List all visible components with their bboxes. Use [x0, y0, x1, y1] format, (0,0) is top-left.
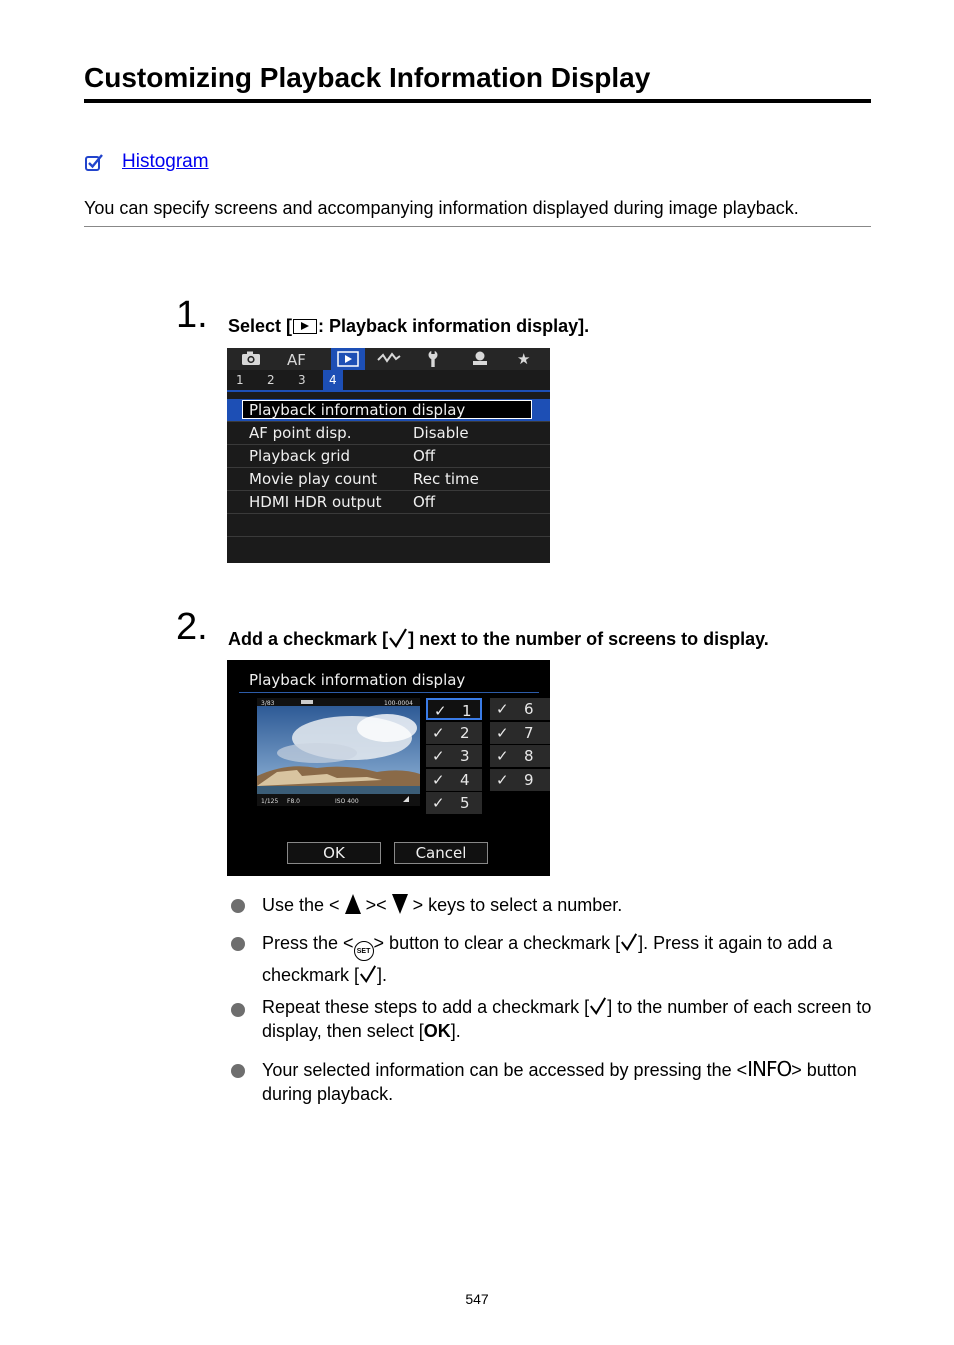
subtab-3[interactable]: 3 [298, 373, 306, 387]
bullet-text-part: ] to the number of each screen to display, then select [ [262, 997, 872, 1041]
page-title: Customizing Playback Information Display [84, 62, 651, 93]
step-2-text-prefix: Add a checkmark [ [228, 629, 389, 649]
checkmark-icon [388, 628, 408, 648]
step-1-instruction [228, 316, 589, 337]
custom-functions-icon[interactable] [471, 350, 489, 371]
bullet-text-part: > keys to select a number. [412, 895, 623, 915]
camera-icon[interactable] [241, 350, 261, 370]
bullet-marker [231, 937, 245, 951]
screen-number: 1 [462, 702, 472, 720]
up-arrow-icon [345, 894, 361, 914]
checkmark-icon [589, 996, 607, 1016]
menu-item-label: AF point disp. [249, 424, 352, 442]
af-tab[interactable]: AF [287, 351, 306, 369]
menu-empty-row [227, 514, 550, 537]
checkmark-icon: ✓ [432, 747, 445, 765]
title-underline [84, 99, 871, 103]
screen-number: 6 [524, 700, 534, 718]
step-2-instruction [228, 628, 769, 650]
wireless-icon[interactable] [377, 350, 401, 370]
playback-info-screen [227, 660, 550, 876]
bullet-marker [231, 899, 245, 913]
screen-number: 7 [524, 724, 534, 742]
thumb-folder: 100-0004 [384, 700, 413, 707]
bullet-text-part: ]. Press it again to add a checkmark [ [262, 933, 833, 985]
menu-item-playback-grid[interactable] [227, 445, 550, 468]
preview-thumbnail [257, 698, 420, 806]
checkmark-icon: ✓ [496, 724, 509, 742]
bullet-3-text [262, 995, 872, 1043]
step-1-number: 1. [176, 294, 208, 336]
cancel-button[interactable]: Cancel [394, 842, 488, 864]
thumb-shutter: 1/125 [261, 798, 279, 805]
menu-item-value: Off [413, 447, 436, 465]
checkbox-link-icon [84, 153, 104, 173]
screen-check-6[interactable] [490, 698, 550, 720]
checkmark-icon: ✓ [496, 700, 509, 718]
intro-text: You can specify screens and accompanying information displayed during image playback. [84, 198, 799, 218]
menu-item-hdmi-hdr-output[interactable] [227, 491, 550, 514]
screen-check-5[interactable] [426, 792, 482, 814]
thumb-iso: ISO 400 [335, 798, 359, 805]
bullet-text-part: Press the < [262, 933, 354, 953]
playback-tab[interactable] [331, 348, 365, 370]
screen-number: 9 [524, 771, 534, 789]
menu-item-value: Off [413, 493, 436, 511]
battery-icon [301, 700, 313, 704]
checkmark-icon: ✓ [496, 771, 509, 789]
bullet-text-part: Your selected information can be accessed by pressing the < [262, 1060, 748, 1080]
bullet-text-part: > button to clear a checkmark [ [373, 933, 621, 953]
set-button-icon: SET [354, 941, 374, 961]
histogram-link[interactable]: Histogram [122, 151, 209, 172]
bullet-text-part: Repeat these steps to add a checkmark [ [262, 997, 590, 1017]
screen-number: 3 [460, 747, 470, 765]
bullet-marker [231, 1064, 245, 1078]
step-2-number: 2. [176, 606, 208, 648]
step-1-text-prefix: Select [ [228, 316, 293, 336]
menu-item-movie-play-count[interactable] [227, 468, 550, 491]
screen-number: 4 [460, 771, 470, 789]
menu-empty-row [227, 537, 550, 559]
info-button-icon: INFO [747, 1057, 792, 1081]
ok-button[interactable]: OK [287, 842, 381, 864]
menu-item-label: HDMI HDR output [249, 493, 382, 511]
bullet-2-text [262, 929, 872, 990]
screen-check-7[interactable] [490, 722, 550, 744]
title-rule [239, 692, 539, 693]
screen-check-9[interactable] [490, 769, 550, 791]
screen-number: 5 [460, 794, 470, 812]
thumb-aperture: F8.0 [287, 798, 300, 805]
menu-item-label: Playback information display [249, 401, 466, 419]
checkmark-icon: ✓ [434, 702, 447, 720]
screen-title: Playback information display [249, 671, 466, 689]
screen-check-2[interactable] [426, 722, 482, 744]
bullet-text-part: > button during playback. [262, 1060, 857, 1104]
menu-item-value: Disable [413, 424, 469, 442]
checkmark-icon: ✓ [432, 724, 445, 742]
subtab-2[interactable]: 2 [267, 373, 275, 387]
screen-check-8[interactable] [490, 745, 550, 767]
subtab-4[interactable]: 4 [323, 370, 343, 390]
checkmark-icon: ✓ [496, 747, 509, 765]
screen-check-3[interactable] [426, 745, 482, 767]
ok-reference: OK [423, 1021, 451, 1041]
section-divider [84, 226, 871, 227]
screen-check-1[interactable] [426, 698, 482, 720]
bullet-text-part: Use the < [262, 895, 340, 915]
menu-item-value: Rec time [413, 470, 479, 488]
menu-tab-bar [227, 348, 550, 370]
screen-check-4[interactable] [426, 769, 482, 791]
menu-item-playback-info-display[interactable] [227, 399, 550, 422]
bullet-marker [231, 1003, 245, 1017]
camera-menu-screen [227, 348, 550, 563]
step-1-text-suffix: : Playback information display]. [318, 316, 590, 336]
subtab-1[interactable]: 1 [236, 373, 244, 387]
menu-item-label: Movie play count [249, 470, 378, 488]
page-number: 547 [465, 1291, 489, 1307]
menu-item-af-point-disp[interactable] [227, 422, 550, 445]
menu-subtab-bar [227, 370, 550, 392]
checkmark-icon: ✓ [432, 794, 445, 812]
screen-number: 2 [460, 724, 470, 742]
wrench-icon[interactable] [425, 350, 441, 371]
star-icon[interactable]: ★ [517, 350, 531, 368]
thumb-counter: 3/83 [261, 700, 275, 707]
bullet-text-part: >< [365, 895, 387, 915]
bullet-text-part: ]. [377, 965, 388, 985]
menu-item-label: Playback grid [249, 447, 351, 465]
playback-icon [293, 319, 317, 334]
checkmark-icon: ✓ [432, 771, 445, 789]
bullet-1-text [262, 891, 872, 920]
screen-number: 8 [524, 747, 534, 765]
checkmark-icon [359, 964, 377, 984]
checkmark-icon [620, 932, 638, 952]
step-2-text-suffix: ] next to the number of screens to display. [408, 629, 769, 649]
bullet-4-text [262, 1057, 872, 1106]
down-arrow-icon [392, 894, 408, 914]
bullet-text-part: ]. [450, 1021, 461, 1041]
